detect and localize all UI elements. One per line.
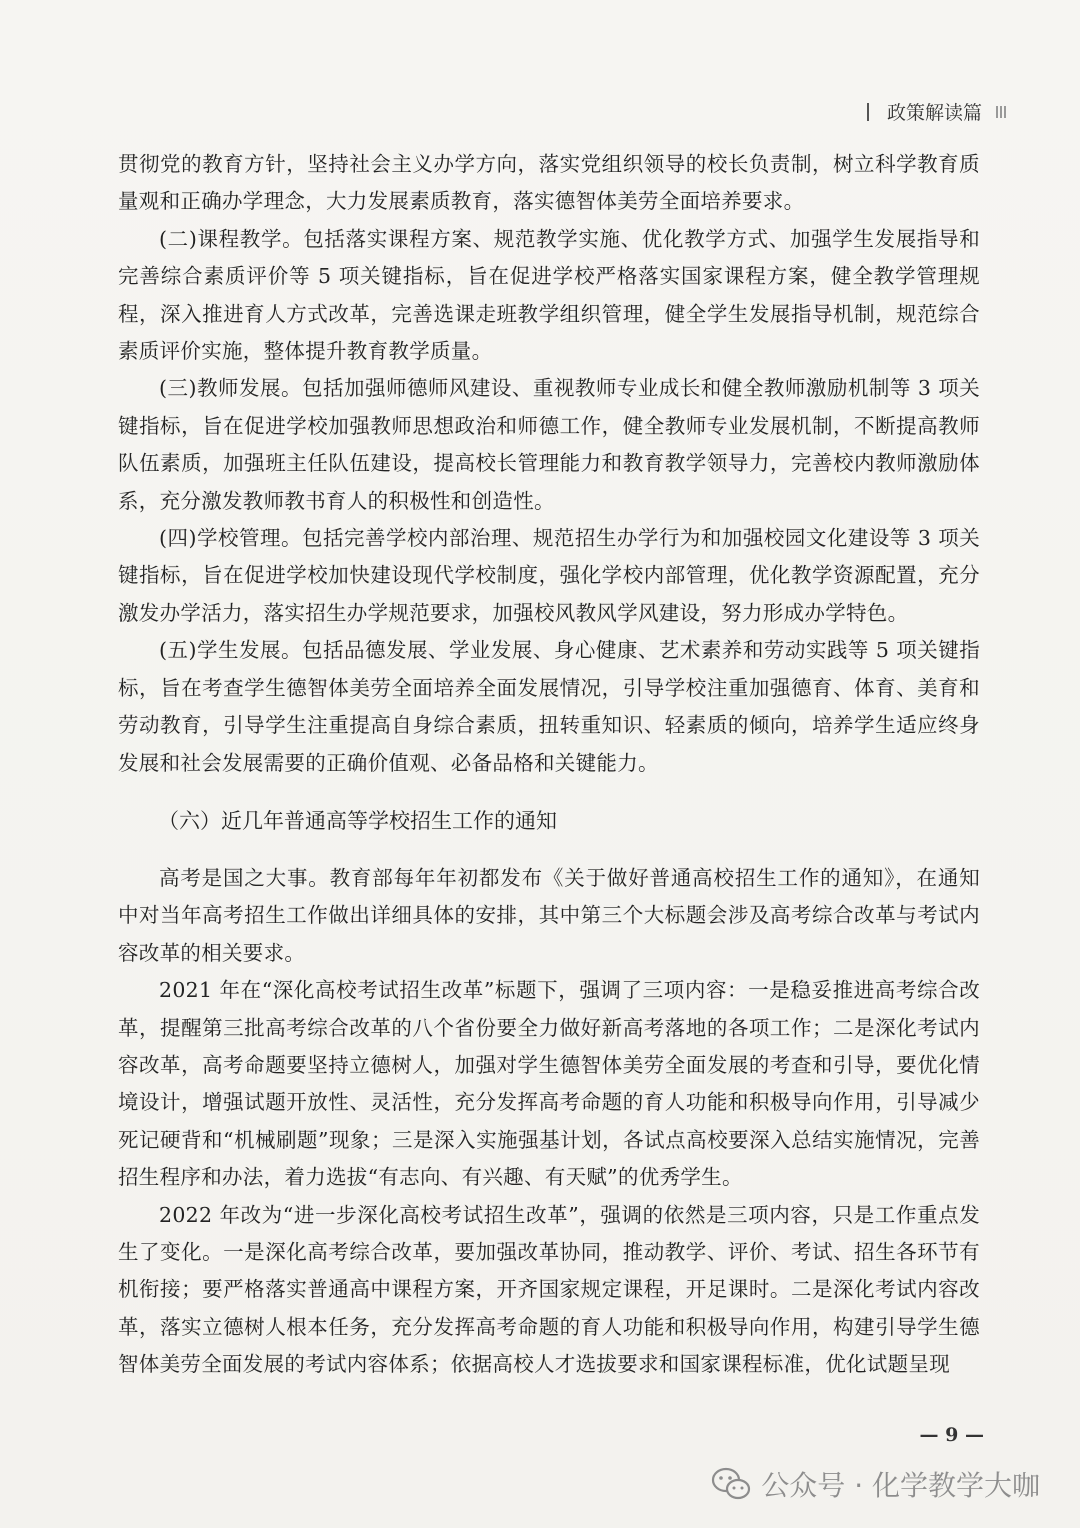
page-body bbox=[118, 146, 980, 1384]
page-number: — 9 — bbox=[919, 1424, 984, 1446]
section-heading: （六）近几年普通高等学校招生工作的通知 bbox=[158, 808, 557, 833]
paragraph-3: (三)教师发展。包括加强师德师风建设、重视教师专业成长和健全教师激励机制等 3 项关键指标，旨在促进学校加强教师思想政治和师德工作，健全教师专业发展机制，不断提高教师队伍素质，加强班主任队伍建设，提高校长管理能力和教育教学领导力，完善校内教师激励体系，充分激发教师教书育人的积极性和创造性。 bbox=[118, 376, 980, 513]
paragraph-1: 贯彻党的教育方针，坚持社会主义办学方向，落实党组织领导的校长负责制，树立科学教育质量观和正确办学理念，大力发展素质教育，落实德智体美劳全面培养要求。 bbox=[118, 152, 980, 214]
watermark-text: 公众号 · 化学教学大咖 bbox=[761, 1469, 1040, 1502]
header-ornament-icon bbox=[996, 106, 1008, 118]
paragraph-8: 2022 年改为“进一步深化高校考试招生改革”，强调的依然是三项内容，只是工作重点发生了变化。一是深化高考综合改革，要加强改革协同，推动教学、评价、考试、招生各环节有机衔接；要严格落实普通高中课程方案，开齐国家规定课程，开足课时。二是深化考试内容改革，落实立德树人根本任务，充分发挥高考命题的育人功能和积极导向作用，构建引导学生德智体美劳全面发展的考试内容体系；依据高校人才选拔要求和国家课程标准，优化试题呈现 bbox=[118, 1202, 980, 1377]
header-divider bbox=[867, 103, 869, 121]
wechat-watermark bbox=[711, 1464, 1040, 1504]
running-header bbox=[867, 98, 1008, 125]
wechat-icon bbox=[711, 1467, 751, 1501]
paragraph-5: (五)学生发展。包括品德发展、学业发展、身心健康、艺术素养和劳动实践等 5 项关键指标，旨在考查学生德智体美劳全面培养全面发展情况，引导学校注重加强德育、体育、美育和劳动教育，引导学生注重提高自身综合素质，扭转重知识、轻素质的倾向，培养学生适应终身发展和社会发展需要的正确价值观、必备品格和关键能力。 bbox=[118, 638, 980, 775]
paragraph-6: 高考是国之大事。教育部每年年初都发布《关于做好普通高校招生工作的通知》，在通知中对当年高考招生工作做出详细具体的安排，其中第三个大标题会涉及高考综合改革与考试内容改革的相关要求。 bbox=[118, 865, 980, 965]
paragraph-7: 2021 年在“深化高校考试招生改革”标题下，强调了三项内容：一是稳妥推进高考综合改革，提醒第三批高考综合改革的八个省份要全力做好新高考落地的各项工作；二是深化考试内容改革，高考命题要坚持立德树人，加强对学生德智体美劳全面发展的考查和引导，要优化情境设计，增强试题开放性、灵活性，充分发挥高考命题的育人功能和积极导向作用，引导减少死记硬背和“机械刷题”现象；三是深入实施强基计划，各试点高校要深入总结实施情况，完善招生程序和办法，着力选拔“有志向、有兴趣、有天赋”的优秀学生。 bbox=[118, 978, 980, 1190]
paragraph-4: (四)学校管理。包括完善学校内部治理、规范招生办学行为和加强校园文化建设等 3 项关键指标，旨在促进学校加快建设现代学校制度，强化学校内部管理，优化教学资源配置，充分激发办学活力，落实招生办学规范要求，加强校风教风学风建设，努力形成办学特色。 bbox=[118, 526, 980, 625]
paragraph-2: (二)课程教学。包括落实课程方案、规范教学实施、优化教学方式、加强学生发展指导和完善综合素质评价等 5 项关键指标，旨在促进学校严格落实国家课程方案，健全教学管理规程，深入推进育人方式改革，完善选课走班教学组织管理，健全学生发展指导机制，规范综合素质评价实施，整体提升教育教学质量。 bbox=[118, 226, 980, 364]
header-section-title: 政策解读篇 bbox=[886, 102, 982, 124]
